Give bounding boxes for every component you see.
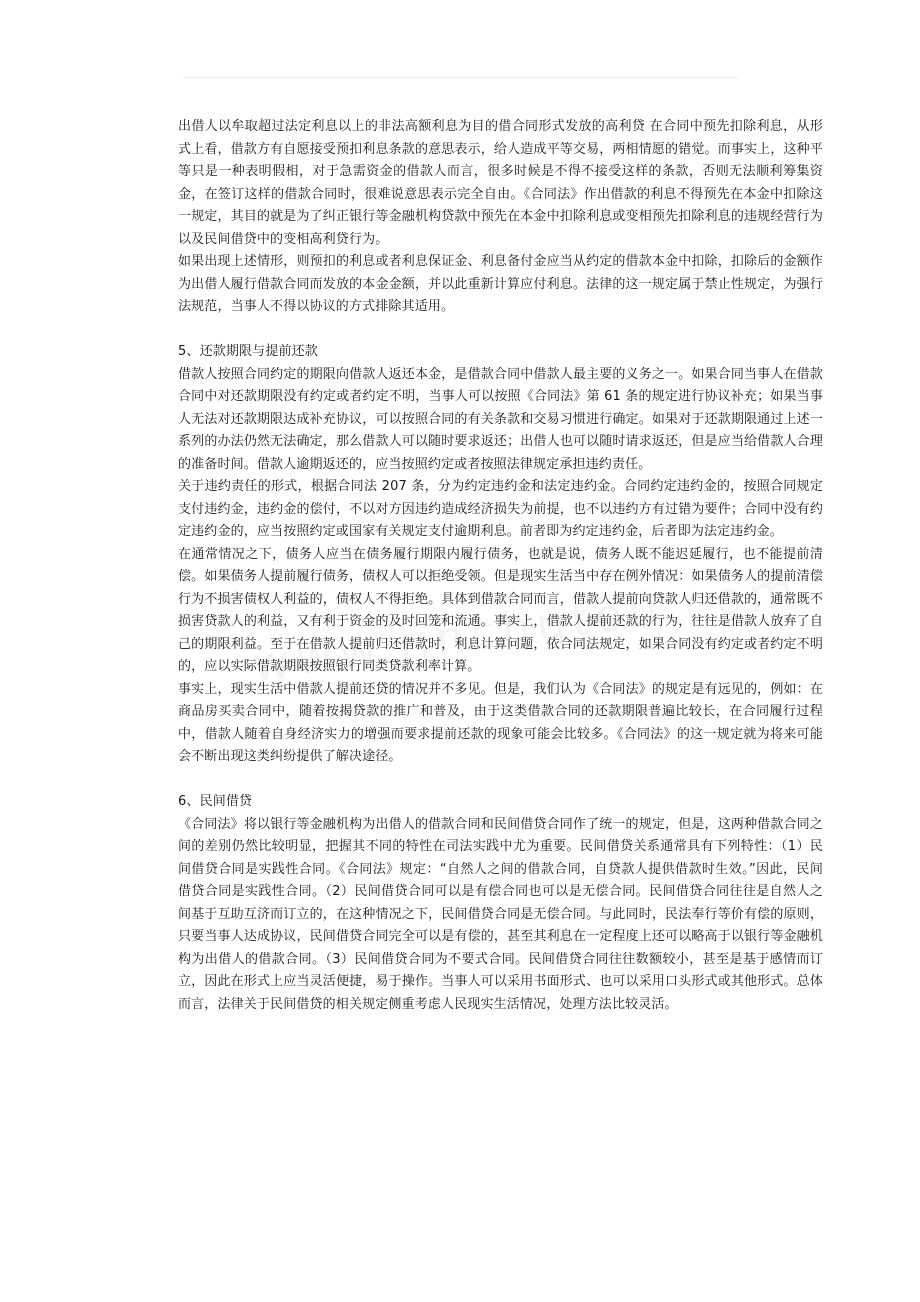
header-divider [183,77,738,78]
page-footer-mark [444,1214,476,1224]
document-body [178,116,823,1016]
paragraph-repayment-term: 借款人按照合同约定的期限向借款人返还本金，是借款合同中借款人最主要的义务之一。如果合同当事人在借款合同中对还款期限没有约定或者约定不明，当事人可以按照《合同法》第 61 条的规定进行协议补充；如果当事人无法对还款期限达成补充协议，可以按照合同的有关条款和交易习惯进行确定。如果对于还款期限通过上述一系列的办法仍然无法确定，那么借款人可以随时要求返还；出借人也可以随时请求返还，但是应当给借款人合理的准备时间。借款人逾期返还的，应当按照约定或者按照法律规定承担违约责任。 [178,366,823,472]
paragraph-interest-deduction: 出借人以牟取超过法定利息以上的非法高额利息为目的借合同形式发放的高利贷 在合同中预先扣除利息，从形式上看，借款方有自愿接受预扣利息条款的意思表示，给人造成平等交易，两相情愿的错觉。而事实上，这种平等只是一种表明假相，对于急需资金的借款人而言，很多时候是不得不接受这样的条款，否则无法顺利筹集资金，在签订这样的借款合同时，很难说意思表示完全自由。《合同法》作出借款的利息不得预先在本金中扣除这一规定，其目的就是为了纠正银行等金融机构贷款中预先在本金中扣除利息或变相预先扣除利息的违规经营行为以及民间借贷中的变相高利贷行为。 [178,119,823,247]
paragraph-private-lending: 《合同法》将以银行等金融机构为出借人的借款合同和民间借贷合同作了统一的规定，但是，这两种借款合同之间的差别仍然比较明显，把握其不同的特性在司法实践中尤为重要。民间借贷关系通常具有下列特性：（1）民间借贷合同是实践性合同。《合同法》规定：“自然人之间的借款合同，自贷款人提供借款时生效。”因此，民间借贷合同是实践性合同。（2）民间借贷合同可以是有偿合同也可以是无偿合同。民间借贷合同往往是自然人之间基于互助互济而订立的，在这种情况之下，民间借贷合同是无偿合同。与此同时，民法奉行等价有偿的原则，只要当事人达成协议，民间借贷合同完全可以是有偿的，甚至其利息在一定程度上还可以略高于以银行等金融机构为出借人的借款合同。（3）民间借贷合同为不要式合同。民间借贷合同往往数额较小，甚至是基于感情而订立，因此在形式上应当灵活便捷，易于操作。当事人可以采用书面形式、也可以采用口头形式或其他形式。总体而言，法律关于民间借贷的相关规定侧重考虑人民现实生活情况，处理方法比较灵活。 [178,816,823,1012]
section-heading-private-lending: 6、民间借贷 [178,794,253,809]
paragraph-early-repayment-reality: 事实上，现实生活中借款人提前还贷的情况并不多见。但是，我们认为《合同法》的规定是有远见的，例如：在商品房买卖合同中，随着按揭贷款的推广和普及，由于这类借款合同的还款期限普遍比较长，在合同履行过程中，借款人随着自身经济实力的增强而要求提前还款的现象可能会比较多。《合同法》的这一规定就为将来可能会不断出现这类纠纷提供了解决途径。 [178,681,823,764]
section-heading-repayment: 5、还款期限与提前还款 [178,344,318,359]
paragraph-liquidated-damages: 关于违约责任的形式，根据合同法 207 条，分为约定违约金和法定违约金。合同约定违约金的，按照合同规定支付违约金，违约金的偿付，不以对方因违约造成经济损失为前提，也不以违约方有过错为要件；合同中没有约定违约金的，应当按照约定或国家有关规定支付逾期利息。前者即为约定违约金，后者即为法定违约金。 [178,479,823,539]
paragraph-early-performance: 在通常情况之下，债务人应当在债务履行期限内履行债务，也就是说，债务人既不能迟延履行，也不能提前清偿。如果债务人提前履行债务，债权人可以拒绝受领。但是现实生活当中存在例外情况：如果债务人的提前清偿行为不损害债权人利益的，债权人不得拒绝。具体到借款合同而言，借款人提前向贷款人归还借款的，通常既不损害贷款人的利益，又有利于资金的及时回笼和流通。事实上，借款人提前还款的行为，往往是借款人放弃了自己的期限利益。至于在借款人提前归还借款时，利息计算问题，依合同法规定，如果合同没有约定或者约定不明的，应以实际借款期限按照银行同类贷款利率计算。 [178,546,823,674]
paragraph-deduction-consequence: 如果出现上述情形，则预扣的利息或者利息保证金、利息备付金应当从约定的借款本金中扣除，扣除后的金额作为出借人履行借款合同而发放的本金金额，并以此重新计算应付利息。法律的这一规定属于禁止性规定，为强行法规范，当事人不得以协议的方式排除其适用。 [178,254,823,314]
